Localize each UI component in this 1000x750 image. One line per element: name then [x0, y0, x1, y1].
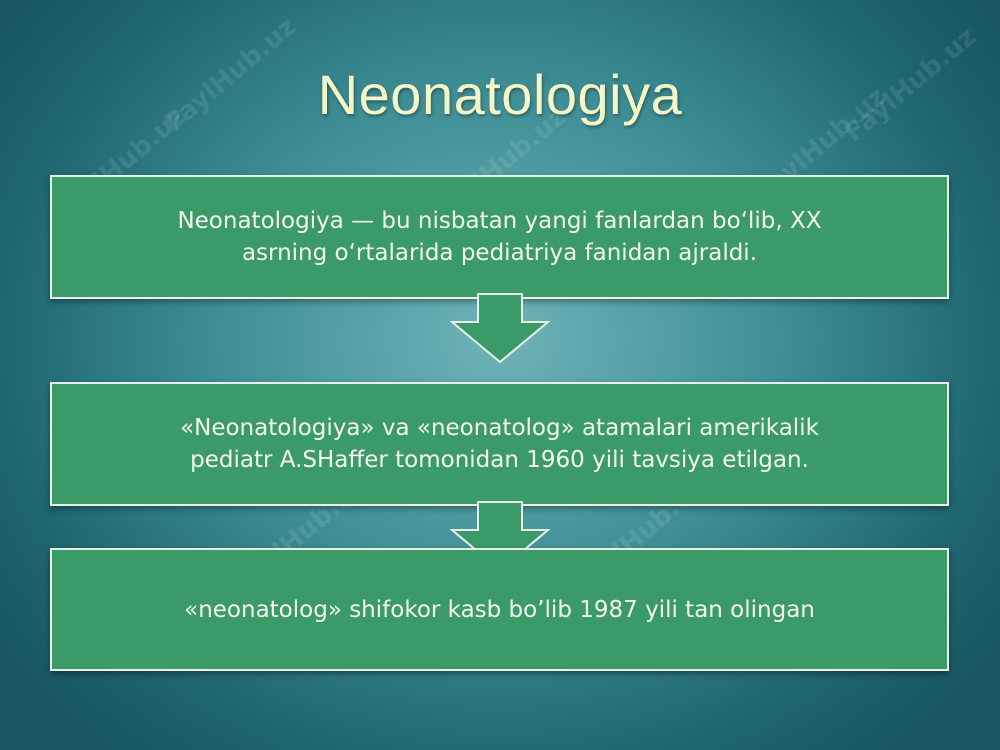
- box-3-line-1: «neonatolog» shifokor kasb bo’lib 1987 yili tan olingan: [184, 596, 815, 623]
- box-1-line-2: asrning o‘rtalarida pediatriya fanidan ajraldi.: [241, 240, 758, 266]
- slide-title: Neonatologiya: [317, 63, 683, 126]
- box-1-line-1: Neonatologiya — bu nisbatan yangi fanlardan bo‘lib, XX: [177, 208, 822, 234]
- box-2-line-1: «Neonatologiya» va «neonatolog» atamalari amerikalik: [180, 415, 819, 441]
- down-arrow-icon: [450, 292, 550, 364]
- watermark: FaylHub.uz: [839, 21, 983, 149]
- watermark: FaylHub.uz: [429, 101, 573, 229]
- text-box-1: [50, 175, 949, 299]
- watermark: FaylHub.uz: [49, 101, 193, 229]
- watermark: FaylHub.uz: [229, 471, 373, 599]
- text-box-3: [50, 548, 949, 671]
- watermark: FaylHub.uz: [159, 11, 303, 139]
- watermark: FaylHub.uz: [749, 81, 893, 209]
- text-box-2: [50, 382, 949, 506]
- box-2-line-2: pediatr A.SHaffer tomonidan 1960 yili tavsiya etilgan.: [190, 447, 809, 473]
- watermark: FaylHub.uz: [569, 471, 713, 599]
